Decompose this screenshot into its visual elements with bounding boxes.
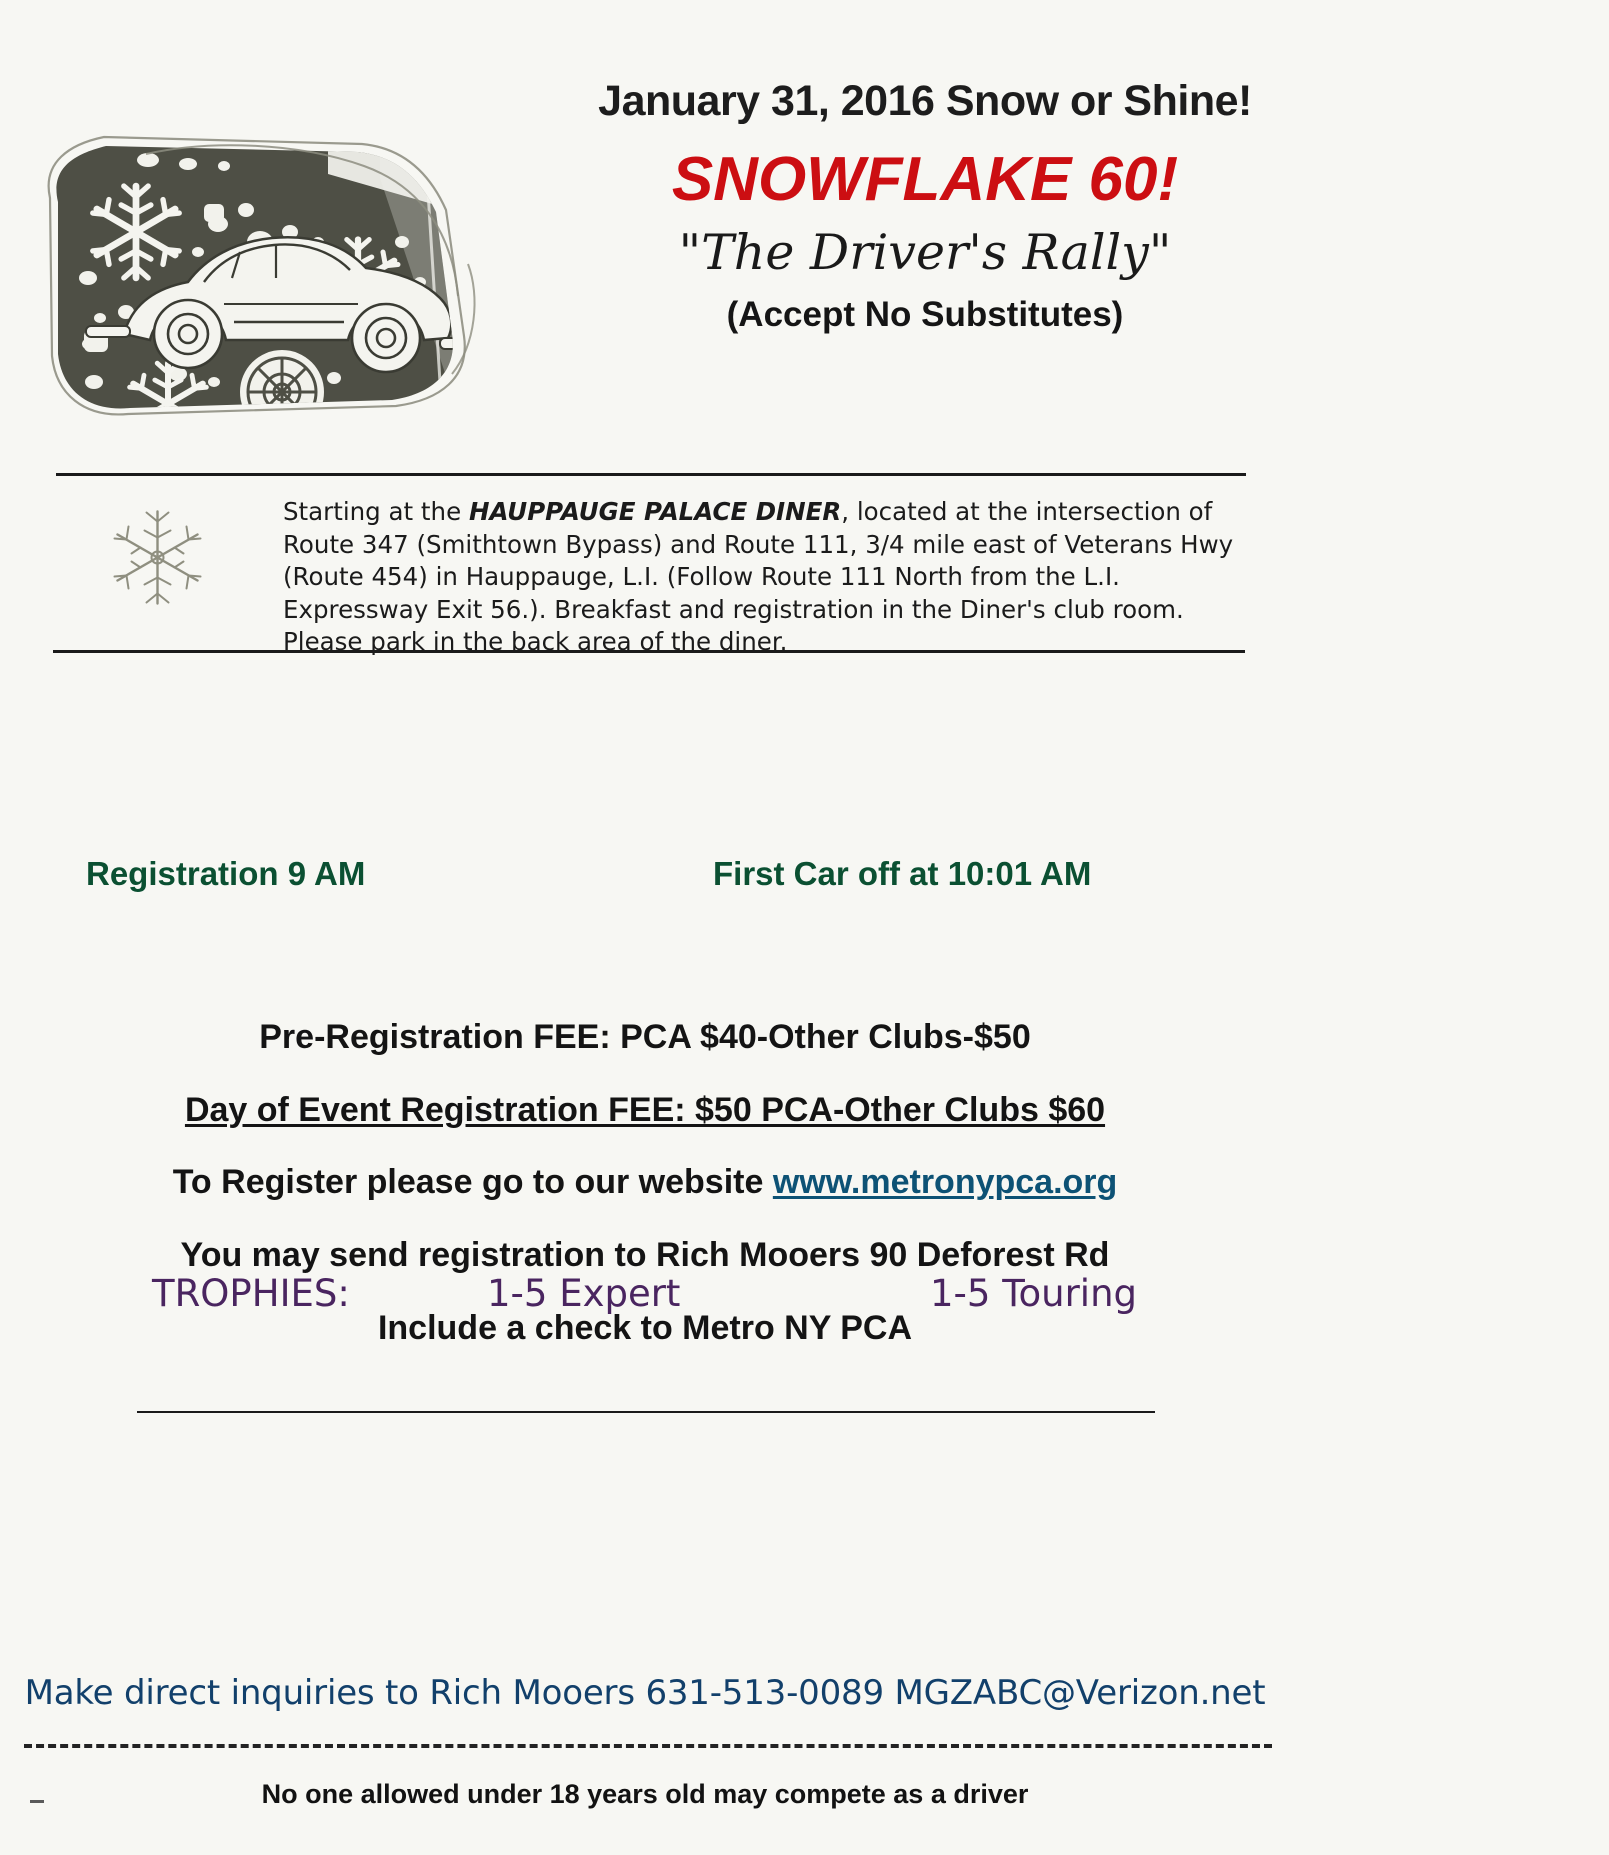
event-tagline: "The Driver's Rally" [678, 224, 1172, 282]
title-block [500, 78, 1350, 335]
scan-artifact-mark [30, 1800, 44, 1803]
first-car-time: First Car off at 10:01 AM [713, 855, 1092, 892]
location-text-before: Starting at the [283, 497, 469, 526]
trophies-section [0, 1272, 1290, 1332]
register-instruction [0, 1165, 1290, 1201]
mail-registration-address: You may send registration to Rich Mooers 90 Deforest Rd [180, 1236, 1110, 1275]
trophies-touring: 1-5 Touring [930, 1272, 1138, 1315]
location-text-after: , located at the intersection of Route 347 (Smithtown Bypass) and Route 111, 3/4 mile east of Veterans Hwy (Route 454) in Hauppauge, L.I. (Follow Route 111 North from the L.I. Expressway Exit 56.). Breakfast and registration in the Diner's club room. Please park in the back area of the diner. [283, 497, 1234, 657]
event-subtitle: (Accept No Substitutes) [726, 295, 1124, 335]
trophies-label: TROPHIES: [152, 1272, 350, 1315]
snow-scene-porsche-illustration [28, 82, 488, 422]
day-of-event-fee: Day of Event Registration FEE: $50 PCA-Other Clubs $60 [184, 1090, 1106, 1129]
event-date-line: January 31, 2016 Snow or Shine! [598, 77, 1252, 125]
snowflake-icon [100, 500, 215, 615]
location-block [100, 492, 1260, 657]
divider-trophies [137, 1411, 1155, 1413]
location-description [283, 496, 1251, 659]
divider-top [56, 473, 1246, 476]
flyer-header [0, 0, 1609, 470]
pre-registration-fee: Pre-Registration FEE: PCA $40-Other Clubs-$50 [259, 1018, 1031, 1056]
divider-dashed [24, 1744, 1272, 1748]
register-prefix-text: To Register please go to our website [172, 1163, 773, 1202]
check-payable-to: Include a check to Metro NY PCA [377, 1308, 913, 1347]
age-restriction-note: No one allowed under 18 years old may compete as a driver [261, 1779, 1029, 1809]
trophies-expert: 1-5 Expert [487, 1272, 681, 1315]
contact-line: Make direct inquiries to Rich Mooers 631-513-0089 MGZABC@Verizon.net [24, 1673, 1266, 1713]
event-title: SNOWFLAKE 60! [671, 145, 1179, 215]
website-link[interactable]: www.metronypca.org [772, 1163, 1118, 1202]
registration-time: Registration 9 AM [86, 855, 366, 892]
venue-name: HAUPPAUGE PALACE DINER [468, 497, 842, 526]
